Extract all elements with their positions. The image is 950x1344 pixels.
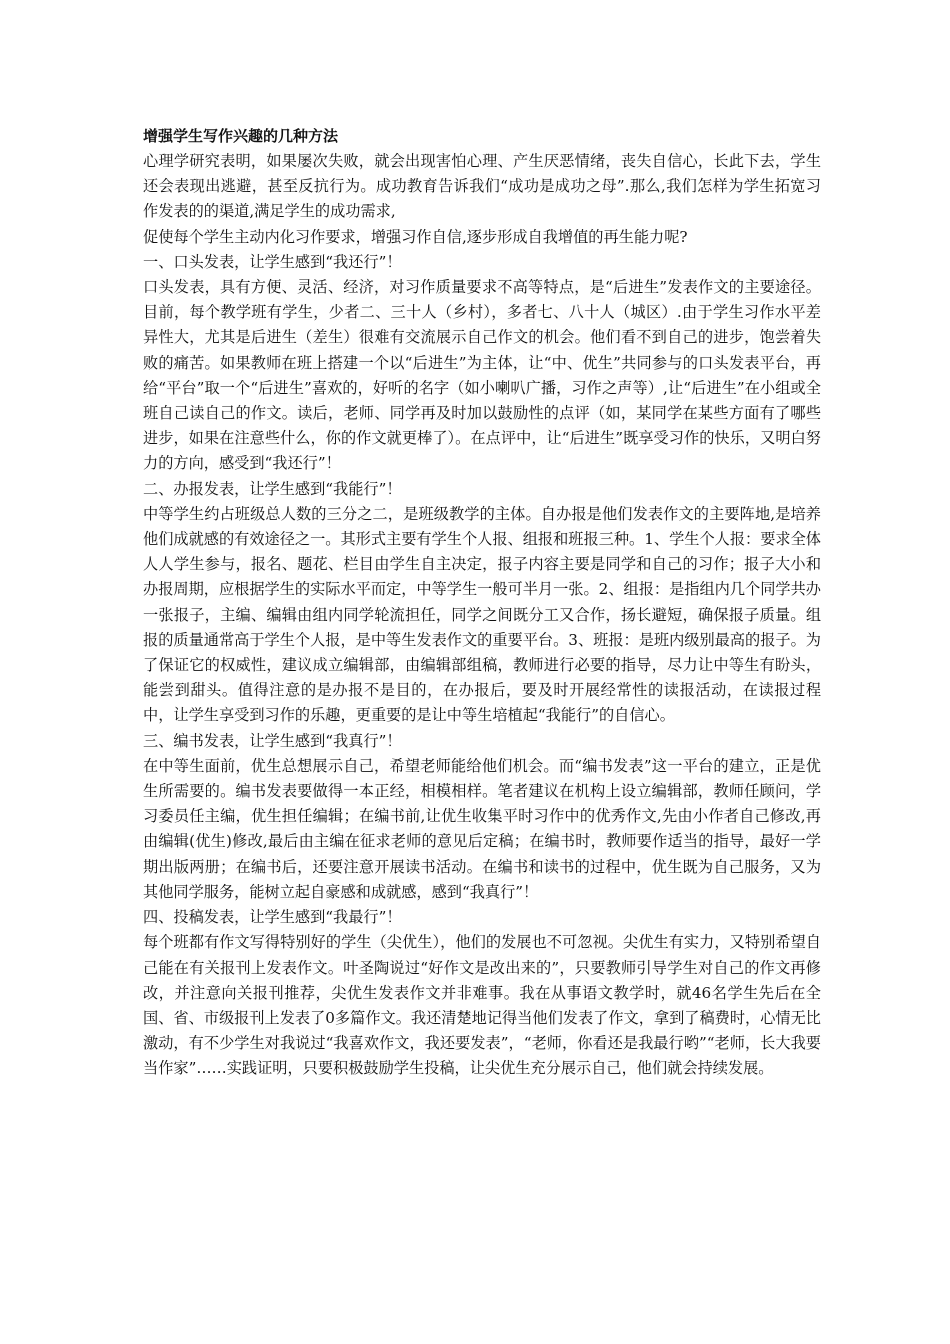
- section-body-book: 在中等生面前，优生总想展示自己，希望老师能给他们机会。而“编书发表”这一平台的建立，正是优生所需要的。编书发表要做得一本正经，相模相样。笔者建议在机构上设立编辑部，教师任顾问，学习委员任主编，优生担任编辑；在编书前,让优生收集平时习作中的优秀作文,先由小作者自己修改,再由编辑(优生)修改,最后由主编在征求老师的意见后定稿；在编书时，教师要作适当的指导，最好一学期出版两册；在编书后，还要注意开展读书活动。在编书和读书的过程中，优生既为自己服务，又为其他同学服务，能树立起自豪感和成就感，感到“我真行”！: [143, 756, 821, 901]
- document-page: [143, 124, 821, 1082]
- section-body-oral: 口头发表，具有方便、灵活、经济，对习作质量要求不高等特点，是“后进生”发表作文的主要途径。目前，每个教学班有学生，少者二、三十人（乡村），多者七、八十人（城区）.由于学生习作水平差异性大，尤其是后进生（差生）很难有交流展示自己作文的机会。他们看不到自己的进步，饱尝着失败的痛苦。如果教师在班上搭建一个以“后进生”为主体，让“中、优生”共同参与的口头发表平台，再给“平台”取一个“后进生”喜欢的，好听的名字（如小喇叭广播，习作之声等）,让“后进生”在小组或全班自己读自己的作文。读后，老师、同学再及时加以鼓励性的点评（如，某同学在某些方面有了哪些进步，如果在注意些什么，你的作文就更棒了）。在点评中，让“后进生”既享受习作的快乐，又明白努力的方向，感受到“我还行”！: [143, 278, 821, 473]
- section-body-submission: 每个班都有作文写得特别好的学生（尖优生），他们的发展也不可忽视。尖优生有实力，又特别希望自己能在有关报刊上发表作文。叶圣陶说过“好作文是改出来的”，只要教师引导学生对自己的作文再修改，并注意向关报刊推荐，尖优生发表作文并非难事。我在从事语文教学时，就46名学生先后在全国、省、市级报刊上发表了0多篇作文。我还清楚地记得当他们发表了作文，拿到了稿费时，心情无比激动，有不少学生对我说过“我喜欢作文，我还要发表”，“老师，你看还是我最行哟”“老师，长大我要当作家”……实践证明，只要积极鼓励学生投稿，让尖优生充分展示自己，他们就会持续发展。: [143, 933, 821, 1078]
- section-body-newspaper: 中等学生约占班级总人数的三分之二，是班级教学的主体。自办报是他们发表作文的主要阵地,是培养他们成就感的有效途径之一。其形式主要有学生个人报、组报和班报三种。1、学生个人报：要求全体人人学生参与，报名、题花、栏目由学生自主决定，报子内容主要是同学和自己的习作；报子大小和办报周期，应根据学生的实际水平而定，中等学生一般可半月一张。2、组报：是指组内几个同学共办一张报子，主编、编辑由组内同学轮流担任，同学之间既分工又合作，扬长避短，确保报子质量。组报的质量通常高于学生个人报，是中等生发表作文的重要平台。3、班报：是班内级别最高的报子。为了保证它的权威性，建议成立编辑部，由编辑部组稿，教师进行必要的指导，尽力让中等生有盼头，能尝到甜头。值得注意的是办报不是目的，在办报后，要及时开展经常性的读报活动，在读报过程中，让学生享受到习作的乐趣，更重要的是让中等生培植起“我能行”的自信心。: [143, 504, 821, 725]
- section-heading-oral: 一、口头发表，让学生感到“我还行”！: [143, 252, 402, 271]
- intro-question-paragraph: 促使每个学生主动内化习作要求，增强习作自信,逐步形成自我增值的再生能力呢?: [143, 227, 688, 246]
- section-heading-book: 三、编书发表，让学生感到“我真行”！: [143, 731, 402, 750]
- intro-paragraph: 心理学研究表明，如果屡次失败，就会出现害怕心理、产生厌恶情绪，丧失自信心，长此下去，学生还会表现出逃避，甚至反抗行为。成功教育告诉我们“成功是成功之母”.那么,我们怎样为学生拓宽习作发表的的渠道,满足学生的成功需求,: [143, 152, 821, 221]
- section-heading-submission: 四、投稿发表，让学生感到“我最行”！: [143, 908, 402, 927]
- document-title: 增强学生写作兴趣的几种方法: [143, 127, 339, 145]
- section-heading-newspaper: 二、办报发表，让学生感到“我能行”！: [143, 479, 402, 498]
